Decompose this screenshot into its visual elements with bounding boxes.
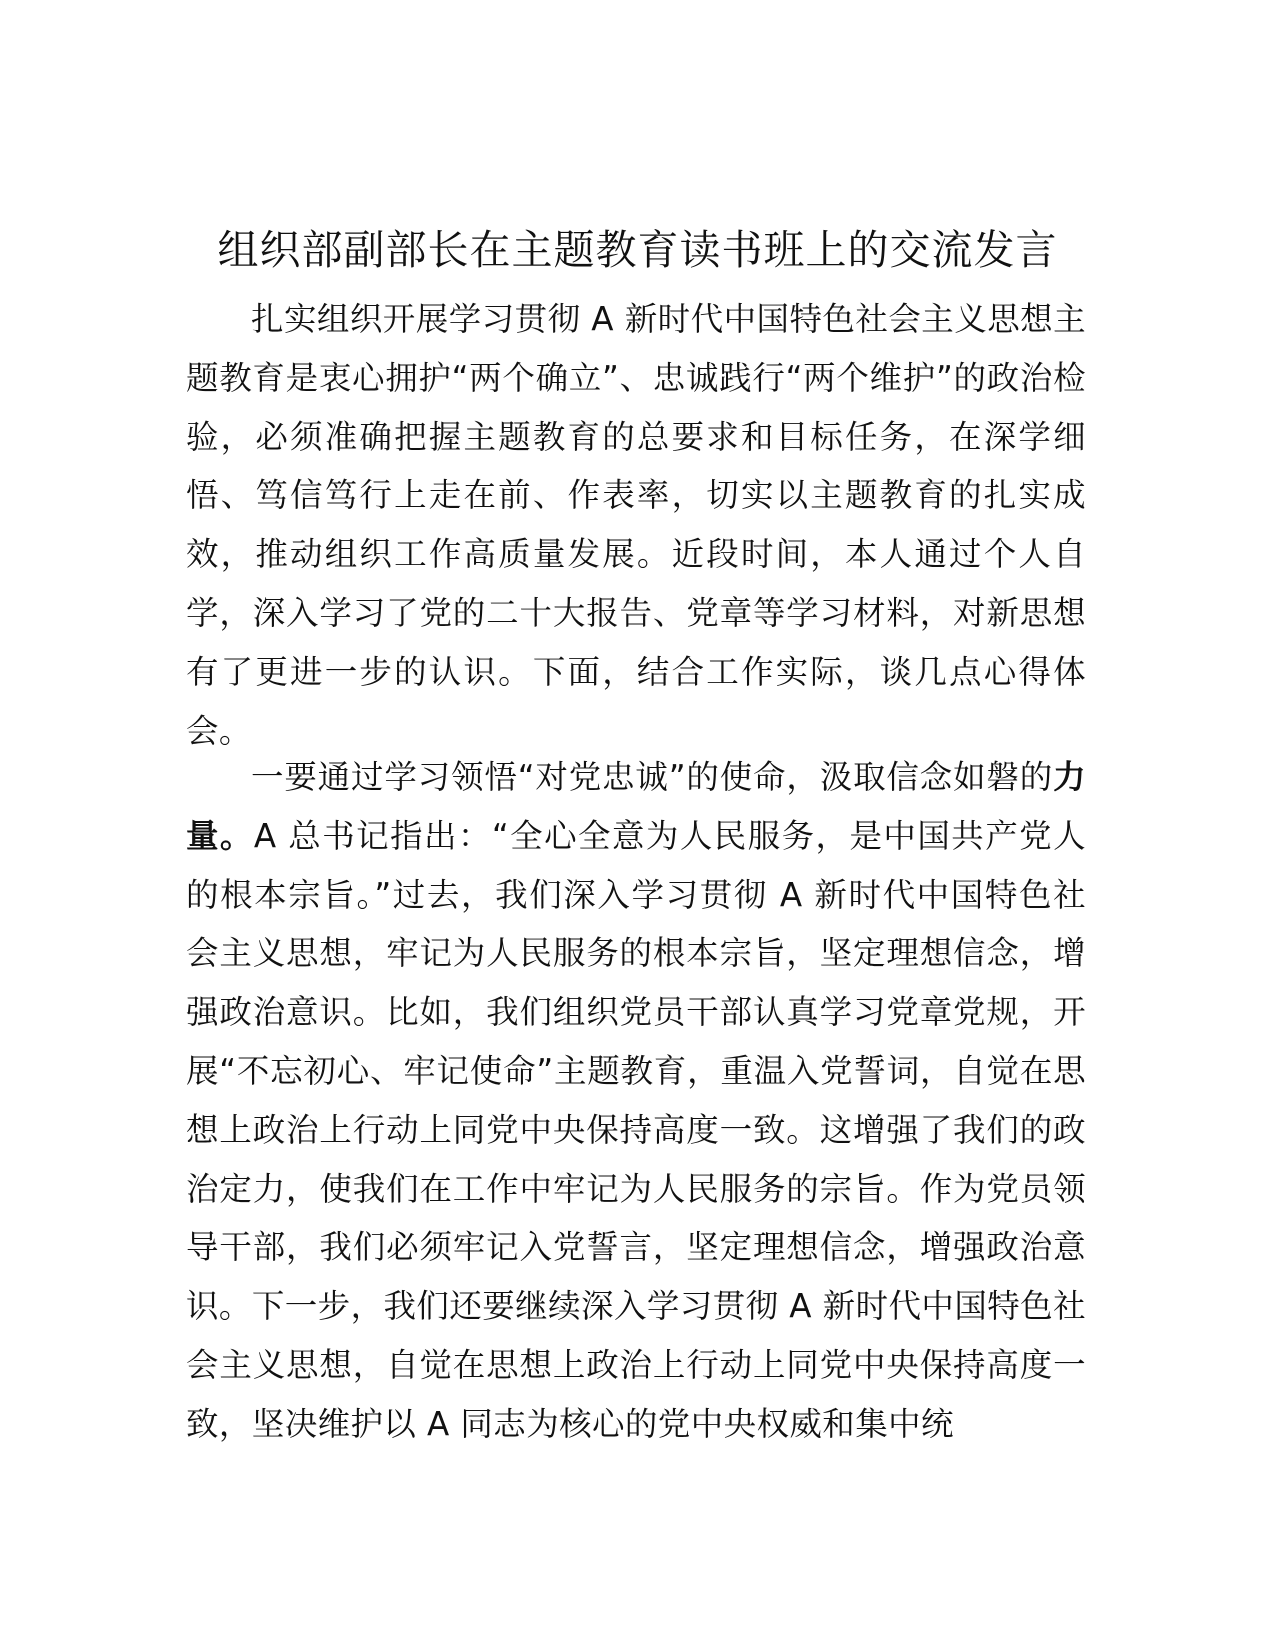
paragraph-point-one-body: A 总书记指出：“全心全意为人民服务，是中国共产党人的根本宗旨。”过去，我们深入学习贯彻 A 新时代中国特色社会主义思想，牢记为人民服务的根本宗旨，坚定理想信念，增强政治意识。比如，我们组织党员干部认真学习党章党规，开展“不忘初心、牢记使命”主题教育，重温入党誓词，自觉在思想上政治上行动上同党中央保持高度一致。这增强了我们的政治定力，使我们在工作中牢记为人民服务的宗旨。作为党员领导干部，我们必须牢记入党誓言，坚定理想信念，增强政治意识。下一步，我们还要继续深入学习贯彻 A 新时代中国特色社会主义思想，自觉在思想上政治上行动上同党中央保持高度一致，坚决维护以 A 同志为核心的党中央权威和集中统 [186, 816, 1086, 1443]
paragraph-point-one-heading: 一要通过学习领悟“对党忠诚”的使命，汲取信念如磐的 [251, 758, 1054, 796]
paragraph-point-one-heading-end: 力量。 [186, 758, 1086, 855]
document-title: 组织部副部长在主题教育读书班上的交流发言 [217, 226, 1058, 274]
paragraph-intro: 扎实组织开展学习贯彻 A 新时代中国特色社会主义思想主题教育是衷心拥护“两个确立”、忠诚践行“两个维护”的政治检验，必须准确把握主题教育的总要求和目标任务，在深学细悟、笃信笃行上走在前、作表率，切实以主题教育的扎实成效，推动组织工作高质量发展。近段时间，本人通过个人自学，深入学习了党的二十大报告、党章等学习材料，对新思想有了更进一步的认识。下面，结合工作实际，谈几点心得体会。 [186, 300, 1086, 750]
paragraph-point-one [186, 748, 1086, 1454]
